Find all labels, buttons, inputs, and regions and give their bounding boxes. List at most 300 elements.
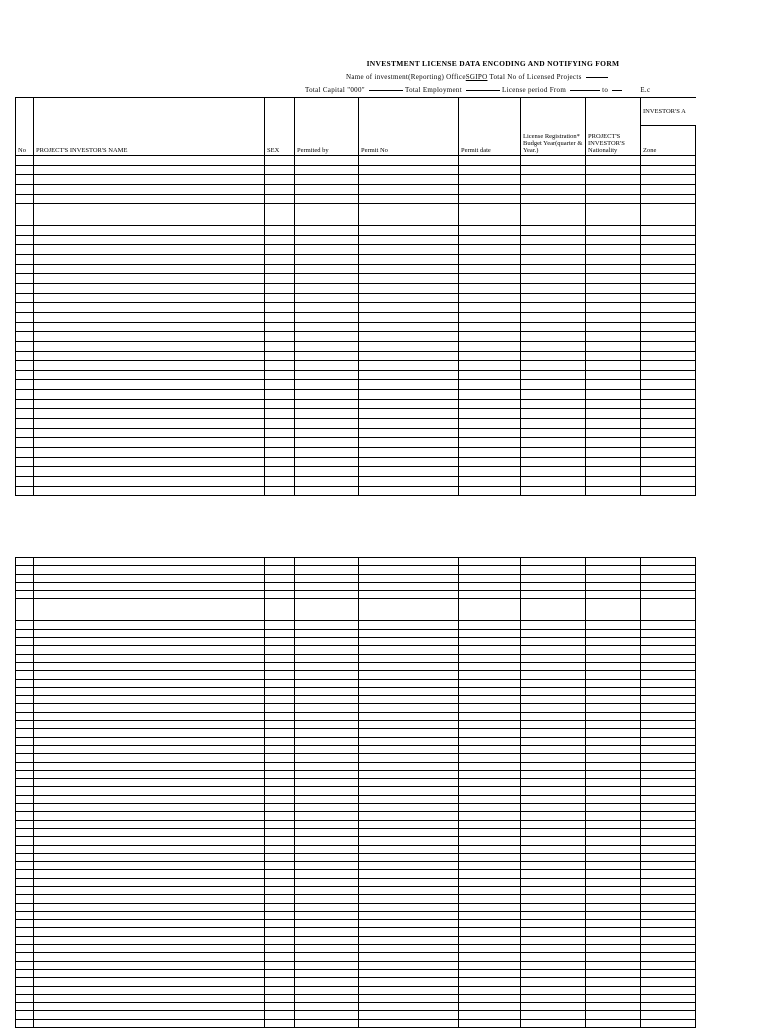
cell-nationality — [586, 235, 641, 245]
cell-nationality — [586, 399, 641, 409]
table-row — [16, 779, 696, 787]
cell-zone — [641, 175, 696, 185]
cell-sex — [265, 476, 295, 486]
cell-permit-no — [359, 704, 459, 712]
cell-name — [34, 729, 265, 737]
cell-zone — [641, 654, 696, 662]
cell-nationality — [586, 591, 641, 599]
cell-budget-year — [521, 828, 586, 836]
cell-sex — [265, 264, 295, 274]
cell-permitted-by — [295, 754, 359, 762]
cell-permit-no — [359, 961, 459, 969]
cell-no — [16, 428, 34, 438]
cell-zone — [641, 255, 696, 265]
cell-permitted-by — [295, 476, 359, 486]
cell-name — [34, 361, 265, 371]
table-row — [16, 409, 696, 419]
cell-name — [34, 837, 265, 845]
table-row — [16, 566, 696, 574]
cell-name — [34, 438, 265, 448]
cell-permitted-by — [295, 654, 359, 662]
cell-nationality — [586, 862, 641, 870]
cell-permit-no — [359, 399, 459, 409]
cell-permit-date — [459, 712, 521, 720]
cell-sex — [265, 361, 295, 371]
cell-permit-date — [459, 762, 521, 770]
total-capital-blank — [369, 90, 403, 91]
table-row — [16, 837, 696, 845]
cell-budget-year — [521, 804, 586, 812]
cell-budget-year — [521, 274, 586, 284]
cell-nationality — [586, 812, 641, 820]
cell-permit-date — [459, 696, 521, 704]
cell-zone — [641, 754, 696, 762]
cell-permit-date — [459, 994, 521, 1002]
cell-no — [16, 351, 34, 361]
cell-sex — [265, 986, 295, 994]
table-row — [16, 903, 696, 911]
table-row — [16, 911, 696, 919]
cell-no — [16, 770, 34, 778]
table-row — [16, 351, 696, 361]
table-row — [16, 920, 696, 928]
cell-nationality — [586, 779, 641, 787]
cell-budget-year — [521, 837, 586, 845]
cell-permit-date — [459, 845, 521, 853]
cell-permit-no — [359, 903, 459, 911]
table-row — [16, 961, 696, 969]
cell-sex — [265, 662, 295, 670]
table-row — [16, 467, 696, 477]
cell-no — [16, 226, 34, 236]
table-row — [16, 687, 696, 695]
cell-permitted-by — [295, 969, 359, 977]
cell-permit-date — [459, 457, 521, 467]
cell-zone — [641, 226, 696, 236]
table-row — [16, 969, 696, 977]
cell-permitted-by — [295, 235, 359, 245]
cell-permitted-by — [295, 175, 359, 185]
cell-nationality — [586, 745, 641, 753]
cell-no — [16, 687, 34, 695]
table-row — [16, 245, 696, 255]
col-zone-header: Zone — [641, 126, 696, 156]
cell-zone — [641, 837, 696, 845]
cell-no — [16, 696, 34, 704]
cell-zone — [641, 361, 696, 371]
table-row — [16, 638, 696, 646]
cell-sex — [265, 820, 295, 828]
cell-permitted-by — [295, 447, 359, 457]
cell-nationality — [586, 837, 641, 845]
table-row — [16, 895, 696, 903]
cell-permitted-by — [295, 870, 359, 878]
cell-sex — [265, 322, 295, 332]
table-row — [16, 646, 696, 654]
cell-name — [34, 351, 265, 361]
cell-name — [34, 870, 265, 878]
cell-nationality — [586, 629, 641, 637]
cell-permit-date — [459, 566, 521, 574]
cell-budget-year — [521, 928, 586, 936]
cell-permit-no — [359, 795, 459, 803]
table-row — [16, 862, 696, 870]
cell-no — [16, 419, 34, 429]
cell-zone — [641, 312, 696, 322]
cell-permit-date — [459, 903, 521, 911]
cell-budget-year — [521, 204, 586, 226]
cell-zone — [641, 862, 696, 870]
cell-permit-date — [459, 184, 521, 194]
cell-sex — [265, 156, 295, 166]
cell-no — [16, 638, 34, 646]
cell-budget-year — [521, 994, 586, 1002]
cell-no — [16, 978, 34, 986]
cell-nationality — [586, 476, 641, 486]
table-row — [16, 845, 696, 853]
cell-permitted-by — [295, 911, 359, 919]
cell-permit-no — [359, 156, 459, 166]
cell-no — [16, 1019, 34, 1027]
cell-zone — [641, 928, 696, 936]
cell-no — [16, 399, 34, 409]
cell-permit-no — [359, 820, 459, 828]
cell-permit-no — [359, 351, 459, 361]
cell-permit-date — [459, 704, 521, 712]
cell-nationality — [586, 654, 641, 662]
cell-permit-no — [359, 696, 459, 704]
cell-nationality — [586, 361, 641, 371]
cell-sex — [265, 467, 295, 477]
cell-permit-date — [459, 671, 521, 679]
cell-nationality — [586, 903, 641, 911]
table-row — [16, 284, 696, 294]
cell-no — [16, 165, 34, 175]
cell-zone — [641, 945, 696, 953]
cell-permit-no — [359, 341, 459, 351]
cell-name — [34, 175, 265, 185]
cell-permit-date — [459, 770, 521, 778]
cell-permitted-by — [295, 994, 359, 1002]
cell-name — [34, 322, 265, 332]
cell-no — [16, 870, 34, 878]
cell-budget-year — [521, 745, 586, 753]
cell-nationality — [586, 380, 641, 390]
cell-nationality — [586, 969, 641, 977]
cell-permit-no — [359, 928, 459, 936]
cell-name — [34, 878, 265, 886]
cell-sex — [265, 920, 295, 928]
cell-no — [16, 654, 34, 662]
cell-no — [16, 264, 34, 274]
cell-permit-date — [459, 467, 521, 477]
cell-no — [16, 837, 34, 845]
cell-no — [16, 911, 34, 919]
table-row — [16, 312, 696, 322]
cell-permit-date — [459, 895, 521, 903]
cell-budget-year — [521, 476, 586, 486]
cell-permit-date — [459, 820, 521, 828]
table-row — [16, 438, 696, 448]
table-row — [16, 341, 696, 351]
cell-budget-year — [521, 341, 586, 351]
cell-budget-year — [521, 264, 586, 274]
cell-name — [34, 820, 265, 828]
cell-permit-date — [459, 582, 521, 590]
cell-permitted-by — [295, 370, 359, 380]
table-row — [16, 945, 696, 953]
table-row — [16, 184, 696, 194]
table-row — [16, 696, 696, 704]
cell-zone — [641, 1003, 696, 1011]
table-row — [16, 621, 696, 629]
cell-permit-no — [359, 862, 459, 870]
cell-permit-date — [459, 679, 521, 687]
cell-no — [16, 920, 34, 928]
cell-name — [34, 886, 265, 894]
cell-nationality — [586, 428, 641, 438]
cell-zone — [641, 428, 696, 438]
cell-name — [34, 662, 265, 670]
cell-name — [34, 712, 265, 720]
cell-permit-date — [459, 332, 521, 342]
cell-permitted-by — [295, 721, 359, 729]
cell-no — [16, 1011, 34, 1019]
cell-sex — [265, 235, 295, 245]
cell-zone — [641, 969, 696, 977]
cell-sex — [265, 687, 295, 695]
col-no-header: No — [16, 98, 34, 156]
cell-nationality — [586, 322, 641, 332]
table-row — [16, 629, 696, 637]
cell-name — [34, 303, 265, 313]
cell-zone — [641, 795, 696, 803]
cell-permit-no — [359, 322, 459, 332]
cell-name — [34, 978, 265, 986]
cell-permitted-by — [295, 599, 359, 621]
cell-nationality — [586, 175, 641, 185]
cell-budget-year — [521, 936, 586, 944]
cell-budget-year — [521, 621, 586, 629]
table-row — [16, 953, 696, 961]
cell-nationality — [586, 729, 641, 737]
table-row — [16, 1011, 696, 1019]
cell-permitted-by — [295, 582, 359, 590]
col-permit-date-header: Permit date — [459, 98, 521, 156]
cell-permit-date — [459, 978, 521, 986]
cell-sex — [265, 351, 295, 361]
cell-permit-date — [459, 486, 521, 496]
cell-sex — [265, 721, 295, 729]
col-name-header: PROJECT'S INVESTOR'S NAME — [34, 98, 265, 156]
cell-sex — [265, 911, 295, 919]
cell-no — [16, 582, 34, 590]
cell-no — [16, 438, 34, 448]
cell-permit-no — [359, 729, 459, 737]
cell-permit-date — [459, 255, 521, 265]
cell-permitted-by — [295, 745, 359, 753]
table-row — [16, 870, 696, 878]
cell-permit-no — [359, 853, 459, 861]
table-row — [16, 745, 696, 753]
cell-nationality — [586, 457, 641, 467]
cell-name — [34, 787, 265, 795]
cell-nationality — [586, 293, 641, 303]
cell-permitted-by — [295, 662, 359, 670]
cell-zone — [641, 978, 696, 986]
cell-zone — [641, 204, 696, 226]
cell-budget-year — [521, 409, 586, 419]
cell-name — [34, 341, 265, 351]
cell-name — [34, 945, 265, 953]
cell-no — [16, 853, 34, 861]
cell-budget-year — [521, 226, 586, 236]
cell-no — [16, 255, 34, 265]
cell-zone — [641, 370, 696, 380]
cell-name — [34, 274, 265, 284]
cell-permit-date — [459, 226, 521, 236]
cell-no — [16, 679, 34, 687]
cell-budget-year — [521, 961, 586, 969]
cell-nationality — [586, 370, 641, 380]
cell-permitted-by — [295, 945, 359, 953]
cell-sex — [265, 245, 295, 255]
cell-name — [34, 994, 265, 1002]
cell-name — [34, 754, 265, 762]
cell-permitted-by — [295, 787, 359, 795]
cell-sex — [265, 175, 295, 185]
table-row — [16, 591, 696, 599]
cell-nationality — [586, 662, 641, 670]
cell-nationality — [586, 419, 641, 429]
cell-budget-year — [521, 428, 586, 438]
cell-no — [16, 787, 34, 795]
cell-budget-year — [521, 1011, 586, 1019]
cell-permit-date — [459, 961, 521, 969]
cell-permit-no — [359, 845, 459, 853]
cell-zone — [641, 770, 696, 778]
cell-permitted-by — [295, 903, 359, 911]
cell-budget-year — [521, 886, 586, 894]
cell-sex — [265, 936, 295, 944]
cell-budget-year — [521, 779, 586, 787]
cell-permit-no — [359, 1003, 459, 1011]
cell-zone — [641, 438, 696, 448]
cell-sex — [265, 804, 295, 812]
cell-nationality — [586, 936, 641, 944]
cell-budget-year — [521, 194, 586, 204]
cell-permit-no — [359, 235, 459, 245]
cell-name — [34, 737, 265, 745]
cell-nationality — [586, 696, 641, 704]
cell-name — [34, 582, 265, 590]
col-nationality-header — [586, 98, 641, 156]
table-row — [16, 370, 696, 380]
cell-name — [34, 804, 265, 812]
office-name-value: SGIPO — [465, 73, 488, 81]
cell-name — [34, 476, 265, 486]
cell-permitted-by — [295, 853, 359, 861]
cell-budget-year — [521, 558, 586, 566]
cell-zone — [641, 911, 696, 919]
cell-permit-date — [459, 646, 521, 654]
table-row — [16, 853, 696, 861]
cell-no — [16, 754, 34, 762]
cell-permitted-by — [295, 878, 359, 886]
cell-permit-no — [359, 654, 459, 662]
cell-permitted-by — [295, 312, 359, 322]
cell-permit-date — [459, 599, 521, 621]
cell-budget-year — [521, 862, 586, 870]
cell-zone — [641, 419, 696, 429]
cell-zone — [641, 920, 696, 928]
cell-permit-date — [459, 1003, 521, 1011]
cell-permit-date — [459, 390, 521, 400]
cell-permit-no — [359, 646, 459, 654]
cell-permit-date — [459, 862, 521, 870]
cell-permit-date — [459, 737, 521, 745]
cell-permit-date — [459, 812, 521, 820]
cell-permitted-by — [295, 332, 359, 342]
cell-budget-year — [521, 945, 586, 953]
cell-nationality — [586, 312, 641, 322]
cell-zone — [641, 779, 696, 787]
cell-permit-no — [359, 245, 459, 255]
table-row — [16, 994, 696, 1002]
table-row — [16, 165, 696, 175]
cell-budget-year — [521, 712, 586, 720]
cell-nationality — [586, 284, 641, 294]
cell-no — [16, 812, 34, 820]
cell-permit-date — [459, 953, 521, 961]
table-row — [16, 828, 696, 836]
cell-permit-no — [359, 978, 459, 986]
cell-no — [16, 274, 34, 284]
cell-zone — [641, 853, 696, 861]
cell-budget-year — [521, 754, 586, 762]
cell-permit-no — [359, 566, 459, 574]
cell-name — [34, 428, 265, 438]
cell-no — [16, 370, 34, 380]
cell-no — [16, 194, 34, 204]
cell-sex — [265, 566, 295, 574]
cell-name — [34, 895, 265, 903]
cell-permit-no — [359, 194, 459, 204]
nationality-label: Nationality — [588, 147, 618, 154]
cell-permitted-by — [295, 812, 359, 820]
cell-permit-date — [459, 1011, 521, 1019]
cell-permit-date — [459, 312, 521, 322]
cell-nationality — [586, 853, 641, 861]
table-row — [16, 671, 696, 679]
cell-nationality — [586, 737, 641, 745]
cell-no — [16, 312, 34, 322]
cell-permit-date — [459, 264, 521, 274]
table-row — [16, 558, 696, 566]
cell-permit-date — [459, 399, 521, 409]
cell-name — [34, 293, 265, 303]
cell-sex — [265, 745, 295, 753]
cell-nationality — [586, 438, 641, 448]
cell-permit-no — [359, 911, 459, 919]
cell-nationality — [586, 828, 641, 836]
cell-budget-year — [521, 175, 586, 185]
table-row — [16, 447, 696, 457]
cell-no — [16, 599, 34, 621]
cell-name — [34, 762, 265, 770]
cell-permitted-by — [295, 1011, 359, 1019]
cell-sex — [265, 303, 295, 313]
